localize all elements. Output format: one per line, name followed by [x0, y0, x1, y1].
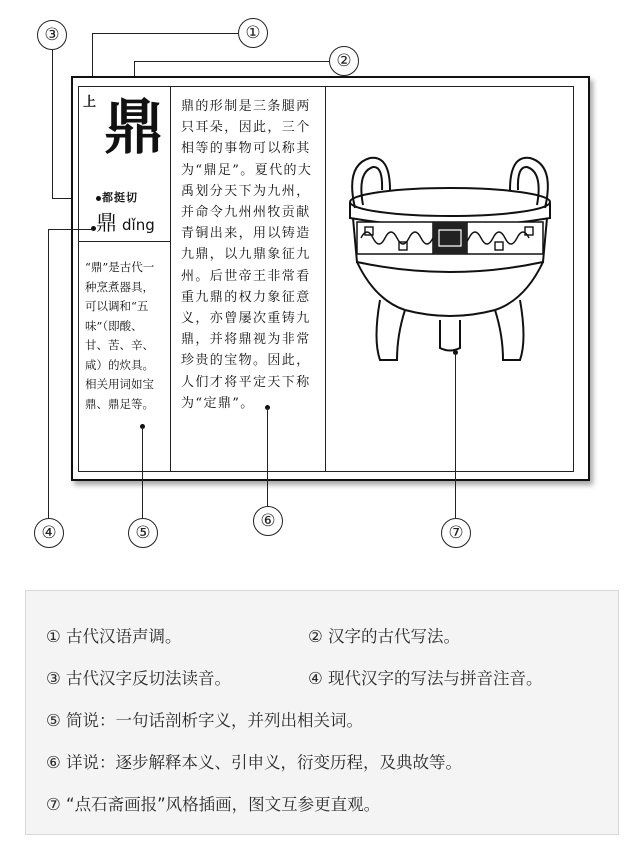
ding-illustration: [335, 150, 565, 370]
leader-1-h: [92, 33, 238, 34]
legend-item-1: ① 古代汉语声调。: [46, 627, 182, 646]
callout-5: ⑤: [128, 518, 158, 548]
ancient-character: 鼎: [104, 93, 164, 163]
column-divider-1: [170, 86, 171, 472]
leader-4-h: [48, 229, 93, 230]
callout-1: ①: [238, 18, 268, 48]
column-divider-2: [325, 86, 326, 472]
callout-2: ②: [329, 46, 359, 76]
row-divider: [78, 241, 170, 242]
dot-3: [96, 196, 101, 201]
leader-4-v: [48, 229, 49, 519]
legend-item-6: ⑥ 详说：逐步解释本义、引申义，衍变历程，及典故等。: [46, 753, 463, 772]
leader-5-v: [142, 427, 143, 518]
legend-item-5: ⑤ 简说：一句话剖析字义，并列出相关词。: [46, 711, 364, 730]
pinyin: dǐng: [122, 216, 155, 234]
legend-box: [25, 590, 619, 835]
callout-3: ③: [37, 20, 67, 50]
legend-item-4: ④ 现代汉字的写法与拼音注音。: [308, 669, 543, 688]
leader-6-v: [267, 408, 268, 506]
tone-mark: 上: [83, 95, 97, 110]
leader-3-v: [52, 50, 53, 198]
modern-character: 鼎: [96, 211, 117, 235]
short-note: “鼎”是古代一种烹煮器具，可以调和“五味”（即酸、甘、苦、辛、咸）的炊具。相关用词如宝鼎、鼎足等。: [85, 260, 155, 411]
legend-item-2: ② 汉字的古代写法。: [308, 627, 461, 646]
callout-7: ⑦: [441, 518, 471, 548]
callout-6: ⑥: [253, 506, 283, 536]
callout-4: ④: [34, 518, 64, 548]
legend-item-3: ③ 古代汉字反切法读音。: [46, 669, 232, 688]
leader-7-v: [455, 353, 456, 518]
fanqie-reading: 都挺切: [102, 191, 138, 204]
legend-item-7: ⑦ “点石斋画报”风格插画，图文互参更直观。: [46, 795, 381, 814]
long-note: 鼎的形制是三条腿两只耳朵，因此，三个相等的事物可以称其为“鼎足”。夏代的大禹划分天下为九州，并命令九州州牧贡献青铜出来，用以铸造九鼎，以九鼎象征九州。后世帝王非常看重九鼎的权力象征意义，亦曾屡次重铸九鼎，并将鼎视为非常珍贵的宝物。因此，人们才将平定天下称为“定鼎”。: [181, 99, 313, 411]
leader-2-h: [134, 61, 329, 62]
